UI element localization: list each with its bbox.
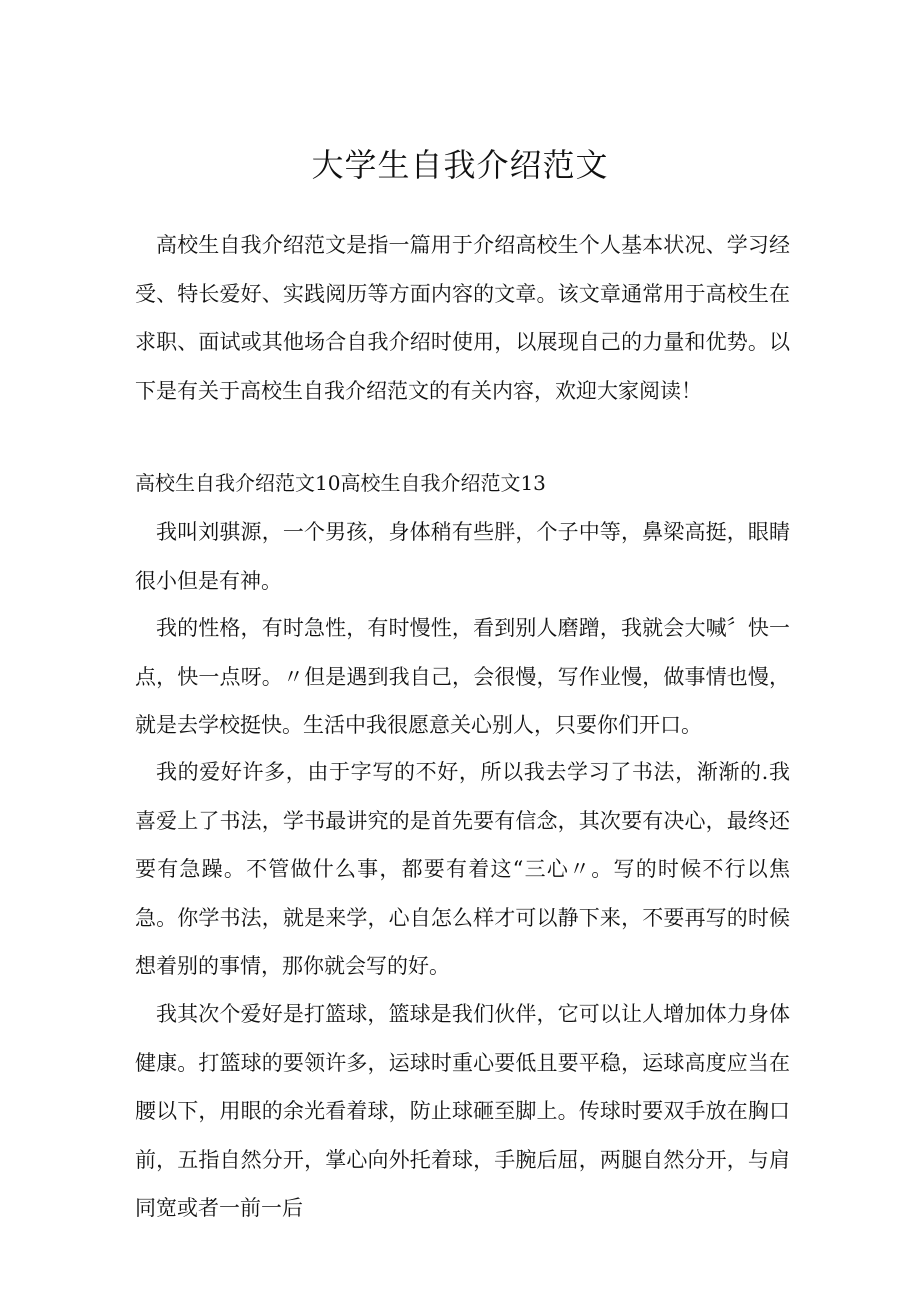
- body-paragraph-appearance: 我叫刘骐源，一个男孩，身体稍有些胖，个子中等，鼻梁高挺，眼睛很小但是有神。: [135, 520, 790, 593]
- intro-paragraph: 高校生自我介绍范文是指一篇用于介绍高校生个人基本状况、学习经受、特长爱好、实践阅历等方面内容的文章。该文章通常用于高校生在求职、面试或其他场合自我介绍时使用，以展现自己的力量和优势。以下是有关于高校生自我介绍范文的有关内容，欢迎大家阅读！: [135, 233, 790, 403]
- body-paragraph-basketball: 我其次个爱好是打篮球，篮球是我们伙伴，它可以让人增加体力身体健康。打篮球的要领许多，运球时重心要低且要平稳，运球高度应当在腰以下，用眼的余光看着球，防止球砸至脚上。传球时要双手放在胸口前，五指自然分开，掌心向外托着球，手腕后屈，两腿自然分开，与肩同宽或者一前一后: [135, 1002, 790, 1220]
- body-paragraph-calligraphy: 我的爱好许多，由于字写的不好，所以我去学习了书法，渐渐的.我喜爱上了书法，学书最讲究的是首先要有信念，其次要有决心，最终还要有急躁。不管做什么事，都要有着这“三心〃。写的时候不行以焦急。你学书法，就是来学，心自怎么样才可以静下来，不要再写的时候想着别的事情，那你就会写的好。: [135, 760, 790, 978]
- document-title: 大学生自我介绍范文: [311, 146, 609, 184]
- body-paragraph-personality: 我的性格，有时急性，有时慢性，看到别人磨蹭，我就会大喊〞快一点，快一点呀。〃但是遇到我自己，会很慢，写作业慢，做事情也慢，就是去学校挺快。生活中我很愿意关心别人，只要你们开口。: [135, 616, 790, 737]
- section-subheading: 高校生自我介绍范文10高校生自我介绍范文13: [135, 471, 546, 495]
